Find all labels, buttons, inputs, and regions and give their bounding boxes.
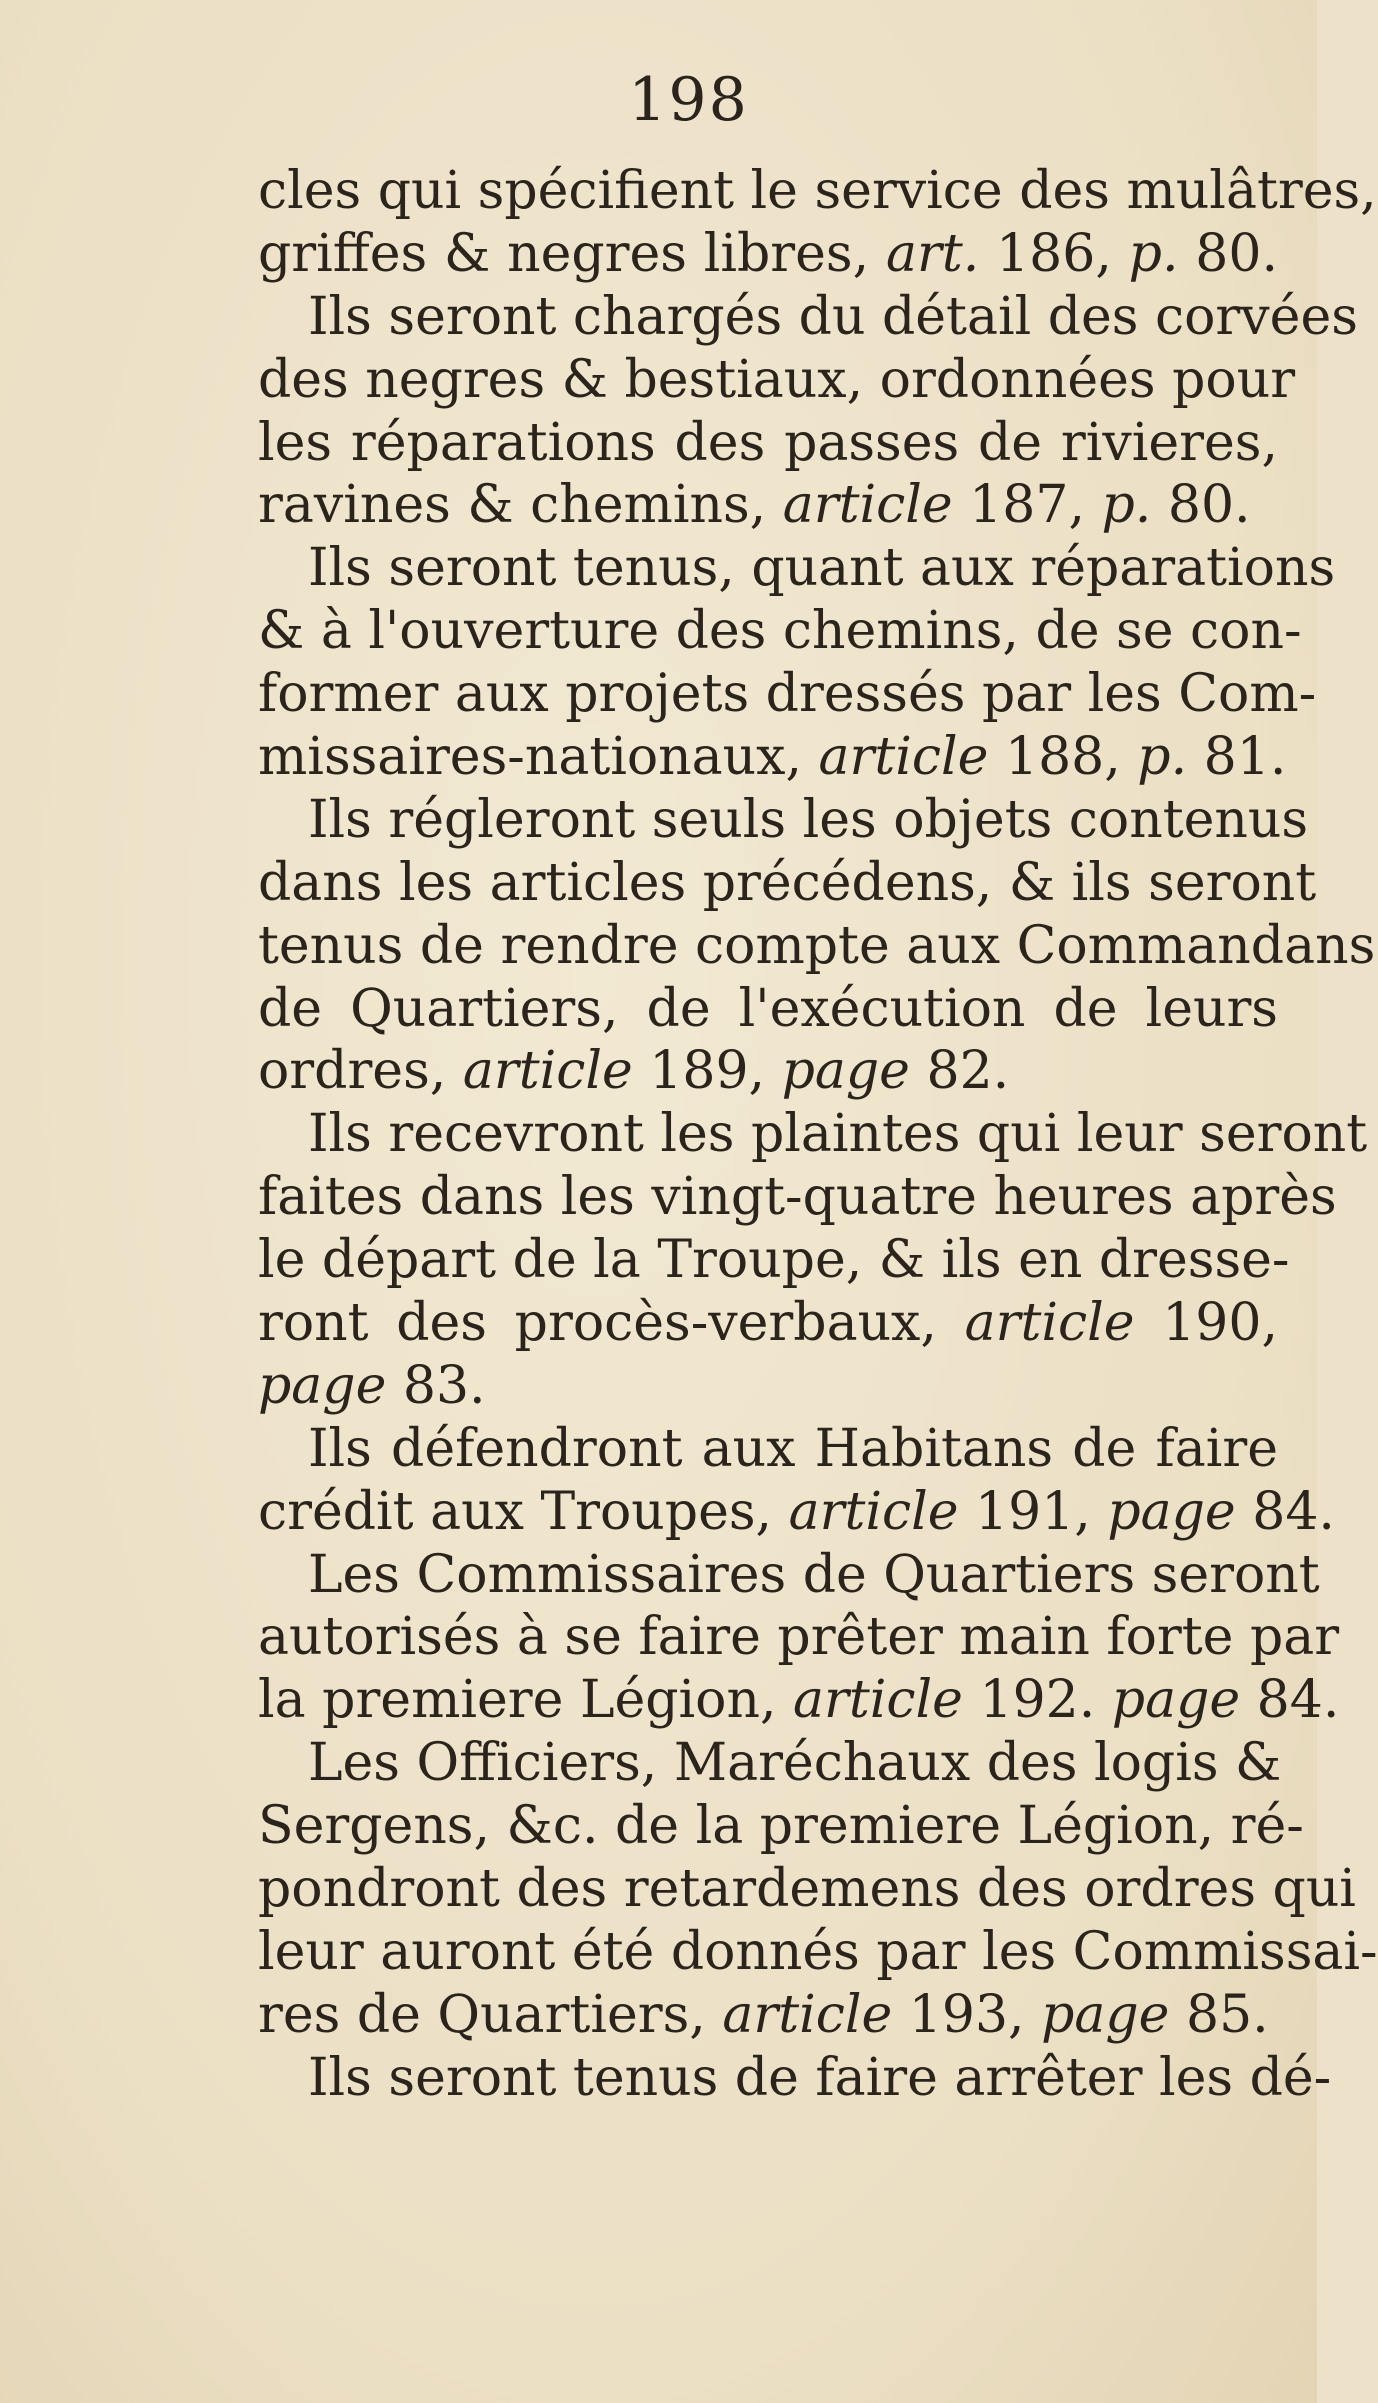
- line-segment: de Quartiers, de l'exécution de leurs: [258, 978, 1278, 1039]
- line-segment: Les Officiers, Maréchaux des logis &: [308, 1733, 1282, 1794]
- citation-label: page: [1107, 1481, 1236, 1542]
- text-line: [258, 852, 1317, 915]
- line-segment: des negres & bestiaux, ordonnées pour: [258, 349, 1296, 410]
- text-line: [258, 1858, 1356, 1921]
- line-segment: dans les articles précédens, & ils seront: [258, 852, 1317, 913]
- line-segment: 193,: [892, 1984, 1042, 2045]
- line-segment: ordres,: [258, 1041, 463, 1102]
- line-segment: pondront des retardemens des ordres qui: [258, 1859, 1356, 1920]
- text-line: [258, 1921, 1378, 1984]
- line-segment: ravines & chemins,: [258, 475, 783, 536]
- citation-label: article: [818, 727, 989, 788]
- text-line: [258, 663, 1317, 726]
- line-segment: missaires-nationaux,: [258, 727, 819, 788]
- line-segment: ront des procès-verbaux,: [258, 1293, 965, 1354]
- body-text: [258, 160, 1378, 2110]
- line-segment: les réparations des passes de rivieres,: [258, 412, 1278, 473]
- text-line: [258, 726, 1287, 789]
- line-segment: la premiere Légion,: [258, 1670, 794, 1731]
- line-segment: former aux projets dressés par les Com-: [258, 664, 1317, 725]
- line-segment: Ils recevront les plaintes qui leur seront: [308, 1104, 1368, 1165]
- line-segment: Ils seront chargés du détail des corvées: [308, 286, 1358, 347]
- page-number: 198: [628, 65, 749, 135]
- line-segment: 81.: [1187, 727, 1287, 788]
- text-line: [258, 160, 1377, 223]
- line-segment: crédit aux Troupes,: [258, 1481, 789, 1542]
- text-line: [258, 1481, 1335, 1544]
- line-segment: 186,: [979, 223, 1129, 284]
- line-segment: 83.: [386, 1355, 486, 1416]
- citation-label: page: [781, 1041, 910, 1102]
- text-line: [258, 1166, 1337, 1229]
- line-segment: 190,: [1134, 1293, 1278, 1354]
- text-line: [258, 1606, 1340, 1669]
- text-line: [258, 1795, 1304, 1858]
- text-line: [258, 1984, 1278, 2047]
- line-segment: Ils seront tenus de faire arrêter les dé-: [308, 2047, 1332, 2108]
- text-line: [258, 1544, 1320, 1607]
- line-segment: tenus de rendre compte aux Commandans: [258, 915, 1376, 976]
- citation-label: p.: [1101, 475, 1152, 536]
- line-segment: 192.: [962, 1670, 1112, 1731]
- text-line: [258, 223, 1278, 286]
- line-segment: 187,: [952, 475, 1102, 536]
- line-segment: 82.: [909, 1041, 1010, 1102]
- citation-label: article: [788, 1481, 959, 1542]
- text-line: [258, 286, 1358, 349]
- citation-label: article: [462, 1041, 633, 1102]
- line-segment: cles qui spécifient le service des mulâtres,: [258, 161, 1377, 221]
- text-line: [258, 1355, 1278, 1418]
- line-segment: 80.: [1151, 475, 1251, 536]
- citation-label: article: [793, 1670, 963, 1731]
- text-line: [258, 412, 1278, 475]
- line-segment: Les Commissaires de Quartiers seront: [308, 1544, 1320, 1605]
- text-line: [258, 978, 1278, 1041]
- citation-label: page: [1041, 1984, 1170, 2045]
- citation-label: art.: [885, 223, 980, 284]
- text-line: [258, 600, 1302, 663]
- line-segment: & à l'ouverture des chemins, de se con-: [258, 601, 1302, 662]
- line-segment: 80.: [1178, 223, 1279, 284]
- citation-label: article: [964, 1293, 1135, 1354]
- line-segment: 84.: [1240, 1670, 1340, 1731]
- text-line: [258, 537, 1336, 600]
- citation-label: p.: [1137, 727, 1188, 788]
- text-line: [258, 1103, 1368, 1166]
- line-segment: faites dans les vingt-quatre heures après: [258, 1167, 1337, 1228]
- line-segment: autorisés à se faire prêter main forte par: [258, 1607, 1340, 1668]
- line-segment: 188,: [988, 727, 1138, 788]
- text-line: [258, 1732, 1282, 1795]
- text-line: [258, 1040, 1278, 1103]
- citation-label: page: [1111, 1670, 1241, 1731]
- line-segment: Sergens, &c. de la premiere Légion, ré-: [258, 1796, 1304, 1857]
- line-segment: Ils régleront seuls les objets contenus: [308, 789, 1309, 850]
- text-line: [258, 1229, 1290, 1292]
- text-line: [258, 1292, 1278, 1355]
- citation-label: page: [258, 1355, 387, 1416]
- text-line: [258, 789, 1309, 852]
- citation-label: article: [722, 1984, 893, 2045]
- citation-label: p.: [1128, 223, 1179, 284]
- text-line: [258, 915, 1376, 978]
- line-segment: 189,: [632, 1041, 782, 1102]
- line-segment: 85.: [1169, 1984, 1269, 2045]
- line-segment: res de Quartiers,: [258, 1984, 723, 2045]
- line-segment: griffes & negres libres,: [258, 223, 886, 284]
- line-segment: Ils défendront aux Habitans de faire: [308, 1418, 1278, 1479]
- line-segment: Ils seront tenus, quant aux réparations: [308, 538, 1336, 599]
- line-segment: leur auront été donnés par les Commissai-: [258, 1921, 1378, 1982]
- line-segment: 191,: [958, 1481, 1108, 1542]
- text-line: [258, 1418, 1278, 1481]
- citation-label: article: [782, 475, 953, 536]
- line-segment: 84.: [1235, 1481, 1335, 1542]
- text-line: [258, 2047, 1332, 2110]
- line-segment: le départ de la Troupe, & ils en dresse-: [258, 1230, 1290, 1291]
- text-line: [258, 1669, 1340, 1732]
- text-line: [258, 349, 1296, 412]
- text-line: [258, 474, 1278, 537]
